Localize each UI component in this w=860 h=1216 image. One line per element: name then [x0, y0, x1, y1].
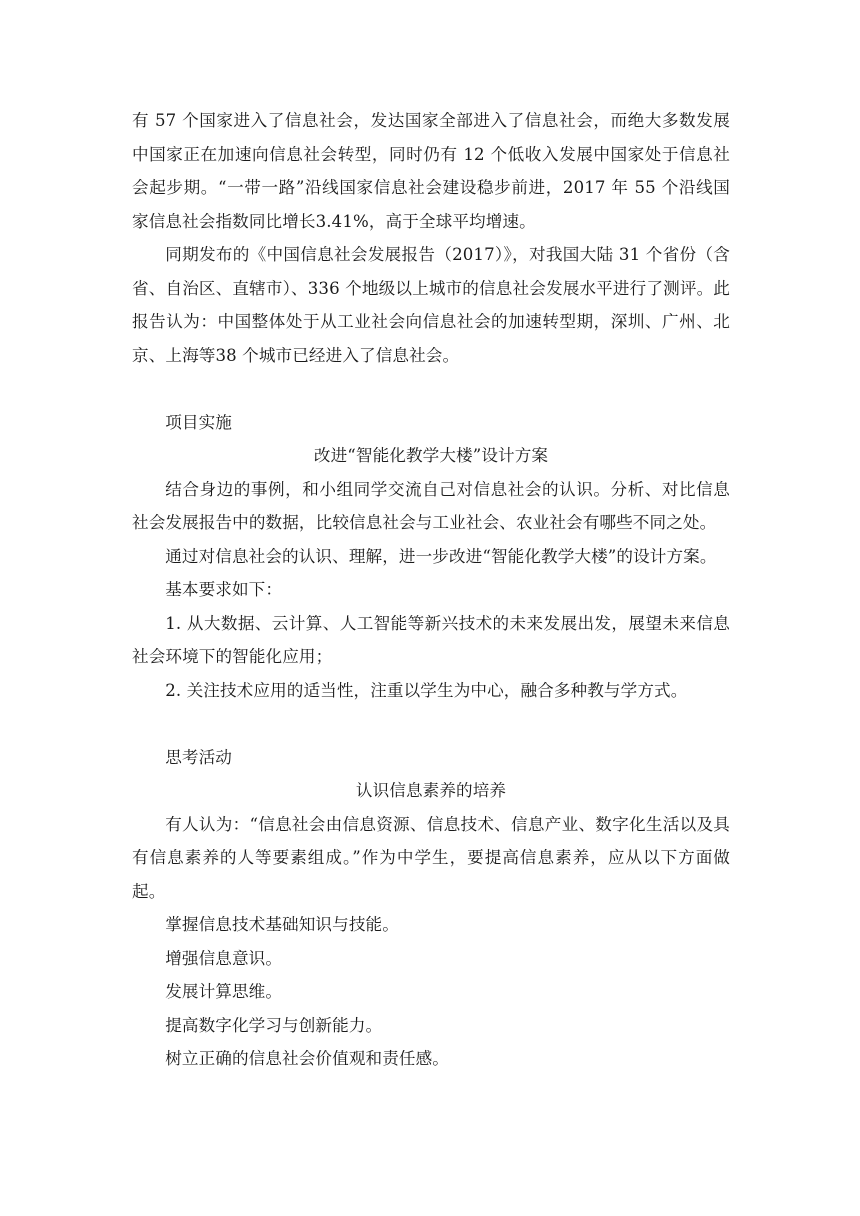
- project-title: 改进“智能化教学大楼”设计方案: [313, 446, 549, 465]
- section-gap: [132, 707, 730, 741]
- thinking-point: 提高数字化学习与创新能力。: [165, 1015, 383, 1035]
- project-requirements-intro: 基本要求如下：: [165, 580, 283, 599]
- thinking-point: 发展计算思维。: [165, 982, 283, 1001]
- paragraph-china-report: 同期发布的《中国信息社会发展报告（2017）》，对我国大陆 31 个省份（含省、自治区、直辖市）、336 个地级以上城市的信息社会发展水平进行了测评。此报告认为：中国整体处于从工业社会向信息社会的加速转型期，深圳、广州、北京、上海等38 个城市已经进入了信息社会。: [132, 245, 730, 365]
- thinking-title: 认识信息素养的培养: [355, 781, 507, 800]
- project-paragraph-discuss: 结合身边的事例，和小组同学交流自己对信息社会的认识。分析、对比信息社会发展报告中的数据，比较信息社会与工业社会、农业社会有哪些不同之处。: [132, 479, 730, 532]
- project-paragraph-improve: 通过对信息社会的认识、理解，进一步改进“智能化教学大楼”的设计方案。: [165, 546, 717, 566]
- paragraph-global-report: 有 57 个国家进入了信息社会，发达国家全部进入了信息社会，而绝大多数发展中国家正在加速向信息社会转型，同时仍有 12 个低收入发展中国家处于信息社会起步期。“一带一路”沿线国家信息社会建设稳步前进，2017 年 55 个沿线国家信息社会指数同比增长3.41%，高于全球平均增速。: [132, 111, 730, 231]
- thinking-section-label: 思考活动: [165, 747, 232, 767]
- document-body: [132, 104, 730, 1076]
- project-requirement-item-2: 2. 关注技术应用的适当性，注重以学生为中心，融合多种教与学方式。: [165, 680, 688, 700]
- thinking-point: 增强信息意识。: [165, 948, 283, 968]
- project-requirement-item-1: 1. 从大数据、云计算、人工智能等新兴技术的未来发展出发，展望未来信息社会环境下的智能化应用；: [132, 613, 730, 666]
- thinking-paragraph-intro: 有人认为：“信息社会由信息资源、信息技术、信息产业、数字化生活以及具有信息素养的人等要素组成。”作为中学生，要提高信息素养，应从以下方面做起。: [132, 814, 730, 901]
- thinking-point: 掌握信息技术基础知识与技能。: [165, 915, 399, 934]
- thinking-point: 树立正确的信息社会价值观和责任感。: [165, 1049, 449, 1068]
- section-gap: [132, 372, 730, 406]
- project-section-label: 项目实施: [165, 412, 232, 432]
